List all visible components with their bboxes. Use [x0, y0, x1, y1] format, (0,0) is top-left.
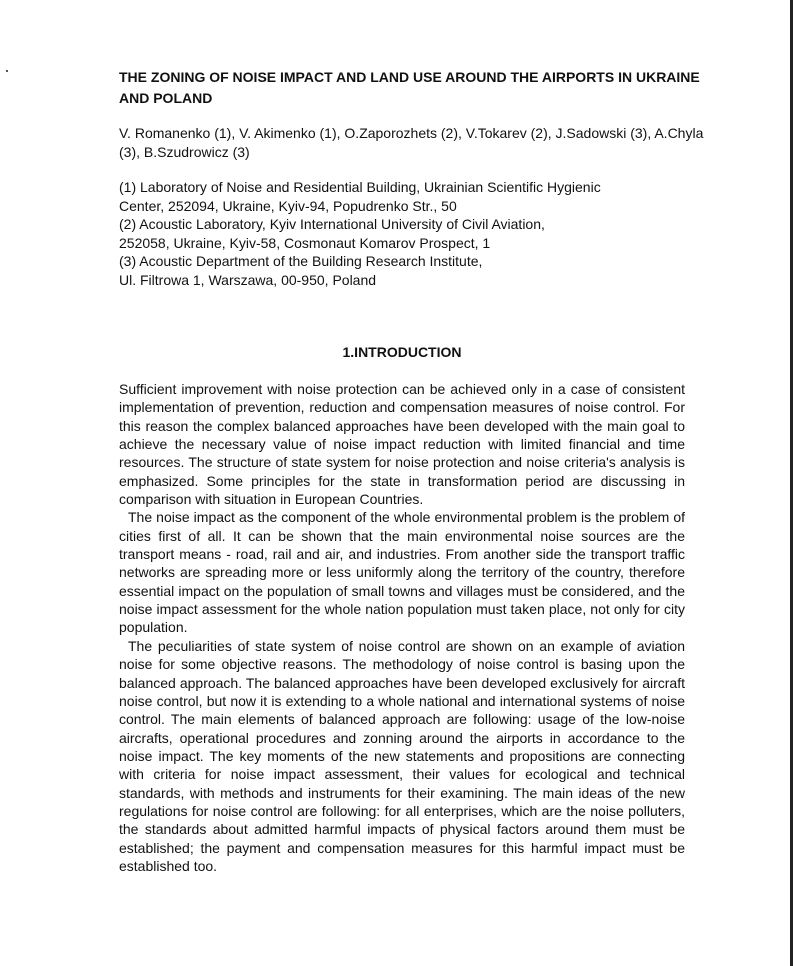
body-paragraph: Sufficient improvement with noise protection can be achieved only in a case of consistent implementation of prevention, reduction and compensation measures of noise control. For this reason the complex balanced approaches have been developed with the main goal to achieve the necessary value of noise impact reduction with limited financial and time resources. The structure of state system for noise protection and noise criteria's analysis is emphasized. Some principles for the state in transformation period are discussing in comparison with situation in European Countries.	[119, 381, 685, 508]
author-list: V. Romanenko (1), V. Akimenko (1), O.Zaporozhets (2), V.Tokarev (2), J.Sadowski (3), A.Chyla (3), B.Szudrowicz (3)	[119, 125, 704, 160]
affiliation-line: Center, 252094, Ukraine, Kyiv-94, Popudrenko Str., 50	[119, 197, 457, 214]
body-paragraph: The noise impact as the component of the whole environmental problem is the problem of cities first of all. It can be shown that the main environmental noise sources are the transport means - road, rail and air, and industries. From another side the transport traffic networks are spreading more or less uniformly along the territory of the country, therefore essential impact on the population of small towns and villages must be considered, and the noise impact assessment for the whole nation population must taken place, not only for city population.	[119, 509, 685, 636]
section-heading-introduction: 1.INTRODUCTION	[342, 344, 462, 360]
introduction-body	[119, 380, 685, 875]
affiliation-line: (3) Acoustic Department of the Building Research Institute,	[119, 253, 483, 269]
affiliation-line: 252058, Ukraine, Kyiv-58, Cosmonaut Komarov Prospect, 1	[119, 234, 491, 251]
affiliations-block	[119, 178, 719, 289]
affiliation-line: Ul. Filtrowa 1, Warszawa, 00-950, Poland	[119, 271, 377, 288]
affiliation-line: (2) Acoustic Laboratory, Kyiv International University of Civil Aviation,	[119, 216, 545, 232]
paper-title: THE ZONING OF NOISE IMPACT AND LAND USE AROUND THE AIRPORTS IN UKRAINE AND POLAND	[119, 69, 700, 106]
affiliation-line: (1) Laboratory of Noise and Residential Building, Ukrainian Scientific Hygienic	[119, 179, 601, 195]
scan-speck	[6, 70, 8, 72]
body-paragraph: The peculiarities of state system of noise control are shown on an example of aviation noise for some objective reasons. The methodology of noise control is basing upon the balanced approach. The balanced approaches have been developed exclusively for aircraft noise control, but now it is extending to a whole national and international systems of noise control. The main elements of balanced approach are following: usage of the low-noise aircrafts, operational procedures and zonning around the airports in accordance to the noise impact. The key moments of the new statements and propositions are connecting with criteria for noise impact assessment, their values for ecological and technical standards, with methods and instruments for their examining. The main ideas of the new regulations for noise control are following: for all enterprises, which are the noise polluters, the standards about admitted harmful impacts of physical factors around them must be established; the payment and compensation measures for this harmful impact must be established too.	[119, 637, 685, 874]
